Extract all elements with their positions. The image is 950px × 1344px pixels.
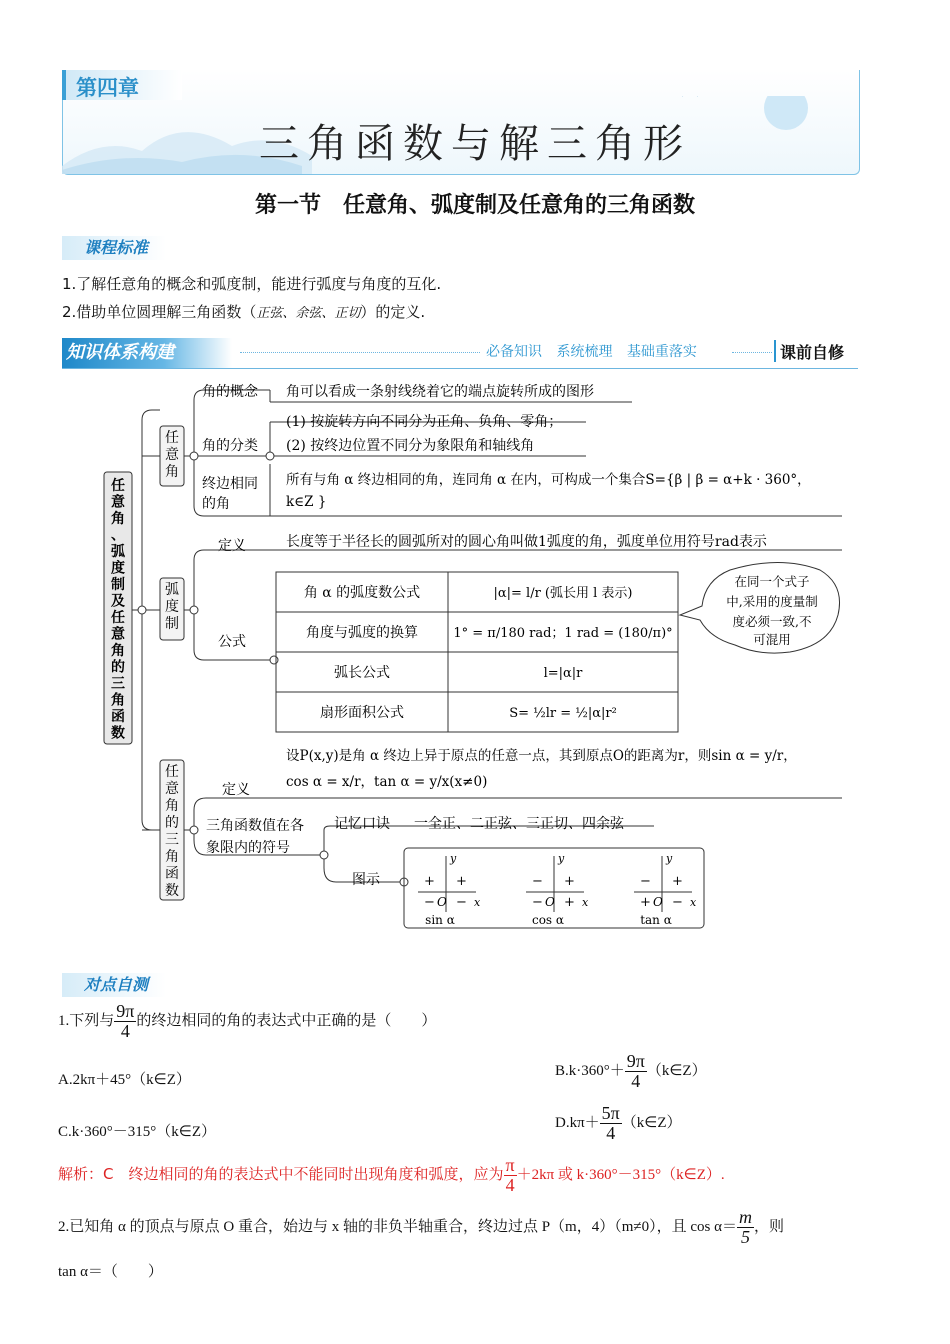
quadrant-3-sign: − — [424, 895, 435, 910]
diagram-name: tan α — [640, 913, 672, 927]
formula-row-3-value: l=|α|r — [543, 666, 583, 681]
radian-def-value: 长度等于半径长的圆弧所对的圆心角叫做1弧度的角，弧度单位用符号rad表示 — [286, 534, 767, 550]
formula-row-4-key: 扇形面积公式 — [320, 705, 404, 721]
option-c[interactable]: C.k·360°－315°（k∈Z） — [58, 1124, 216, 1140]
svg-text:x: x — [582, 896, 589, 909]
branch-1-label: 任意角 — [165, 430, 179, 480]
same-value-2: k∈Z } — [286, 494, 327, 510]
sign-key-2: 象限内的符号 — [206, 840, 290, 856]
quadrant-3-sign: + — [640, 895, 651, 910]
quadrant-2-sign: − — [532, 874, 543, 889]
svg-text:O: O — [437, 895, 447, 909]
answer-1: 解析：C 终边相同的角的表达式中不能同时出现角度和弧度，应为 $\frac{\pi}{4}$ ＋2kπ 或 k·360°－315°（k∈Z）. — [58, 1155, 725, 1195]
sign-diagram-3 — [634, 852, 697, 927]
knowledge-tag: 知识体系构建 — [62, 338, 232, 368]
question-2: 2.已知角 α 的顶点与原点 O 重合，始边与 x 轴的非负半轴重合，终边过点 P（m，4）（m≠0），且 cos α＝ $\frac{m}{5}$ ，则 — [58, 1207, 784, 1247]
quadrant-2-sign: + — [424, 874, 435, 889]
section-title: 第一节 任意角、弧度制及任意角的三角函数 — [254, 193, 695, 218]
knowledge-right: 课前自修 — [780, 343, 845, 362]
diagram-name: sin α — [425, 913, 455, 927]
formula-key: 公式 — [218, 634, 246, 650]
quadrant-1-sign: + — [456, 874, 467, 889]
sign-diagram-1 — [418, 852, 481, 927]
knowledge-dots — [240, 352, 480, 353]
knowledge-separator — [774, 340, 776, 362]
same-key-2: 的角 — [202, 496, 230, 512]
svg-text:y: y — [450, 852, 457, 865]
self-test-tag: 对点自测 — [62, 973, 166, 997]
svg-text:x: x — [474, 896, 481, 909]
same-key-1: 终边相同 — [202, 476, 258, 492]
option-d[interactable]: D.kπ＋ $\frac{5\pi}{4}$ （k∈Z） — [555, 1103, 682, 1143]
question-1: 1.下列与 $\frac{9\pi}{4}$ 的终边相同的角的表达式中正确的是（ ） — [58, 1001, 437, 1041]
quadrant-3-sign: − — [532, 895, 543, 910]
formula-row-4-value: S= ½lr = ½|α|r² — [509, 706, 617, 721]
option-b[interactable]: B.k·360°＋ $\frac{9\pi}{4}$ （k∈Z） — [555, 1051, 707, 1091]
trig-def-key: 定义 — [222, 782, 250, 798]
standards-tag: 课程标准 — [62, 236, 166, 260]
branch-3-label: 任意角的三角函数 — [165, 764, 179, 899]
svg-text:x: x — [690, 896, 697, 909]
diagram-key: 图示 — [352, 872, 380, 888]
svg-text:O: O — [653, 895, 663, 909]
quadrant-2-sign: − — [640, 874, 651, 889]
knowledge-middle: 必备知识 系统梳理 基础重落实 — [486, 344, 697, 360]
quadrant-4-sign: + — [564, 895, 575, 910]
sign-diagram-2 — [526, 852, 589, 927]
trig-def-value-1: 设P(x,y)是角 α 终边上异于原点的任意一点，其到原点O的距离为r，则sin α = y/r， — [286, 748, 797, 764]
formula-row-1-key: 角 α 的弧度数公式 — [303, 585, 421, 601]
standard-item-2: 2.借助单位圆理解三角函数（正弦、余弦、正切）的定义. — [62, 303, 426, 321]
class-key: 角的分类 — [202, 438, 258, 454]
class-value-1: (1) 按旋转方向不同分为正角、负角、零角； — [286, 414, 563, 430]
formula-row-1-value: |α|= l/r (弧长用 l 表示) — [493, 586, 633, 601]
chapter-title: 三角函数与解三角形 — [259, 121, 691, 167]
quadrant-4-sign: − — [456, 895, 467, 910]
quadrant-1-sign: + — [564, 874, 575, 889]
formula-row-3-key: 弧长公式 — [334, 665, 390, 681]
radian-def-key: 定义 — [218, 538, 246, 554]
svg-text:O: O — [545, 895, 555, 909]
knowledge-dots-2 — [732, 352, 772, 353]
concept-key: 角的概念 — [202, 384, 258, 400]
concept-value: 角可以看成一条射线绕着它的端点旋转所成的图形 — [286, 384, 594, 400]
mnemonic-key: 记忆口诀 — [334, 816, 390, 832]
formula-row-2-key: 角度与弧度的换算 — [306, 625, 418, 641]
bubble-line-2: 中,采用的度量制 — [726, 594, 818, 609]
same-value-1: 所有与角 α 终边相同的角，连同角 α 在内，可构成一个集合S={β | β = α+k · 360°， — [286, 472, 811, 488]
bubble-line-1: 在同一个式子 — [734, 574, 810, 589]
chapter-label: 第四章 — [76, 76, 139, 100]
mind-map — [0, 370, 950, 940]
bubble-line-4: 可混用 — [753, 632, 791, 647]
branch-2-label: 弧度制 — [165, 582, 179, 632]
sign-diagrams — [418, 852, 697, 927]
quadrant-1-sign: + — [672, 874, 683, 889]
option-a[interactable]: A.2kπ＋45°（k∈Z） — [58, 1072, 191, 1088]
root-label: 任意角、弧度制及任意角的三角函数 — [111, 478, 125, 742]
standard-item-1: 1.了解任意角的概念和弧度制，能进行弧度与角度的互化. — [62, 275, 442, 293]
q1-fraction: $\frac{9\pi}{4}$ — [116, 1001, 135, 1041]
question-2-line-2: tan α＝（ ） — [58, 1264, 163, 1280]
mnemonic-value: 一全正、二正弦、三正切、四余弦 — [414, 816, 624, 832]
quadrant-4-sign: − — [672, 895, 683, 910]
sign-key-1: 三角函数值在各 — [206, 818, 304, 834]
svg-text:y: y — [666, 852, 673, 865]
formula-row-2-value: 1° = π/180 rad；1 rad = (180/π)° — [453, 626, 673, 641]
trig-def-value-2: cos α = x/r，tan α = y/x(x≠0) — [286, 774, 488, 790]
bubble-line-3: 度必须一致,不 — [732, 614, 812, 629]
class-value-2: (2) 按终边位置不同分为象限角和轴线角 — [286, 438, 535, 454]
diagram-name: cos α — [531, 913, 565, 927]
svg-text:y: y — [558, 852, 565, 865]
chapter-tag-bar — [62, 70, 66, 100]
